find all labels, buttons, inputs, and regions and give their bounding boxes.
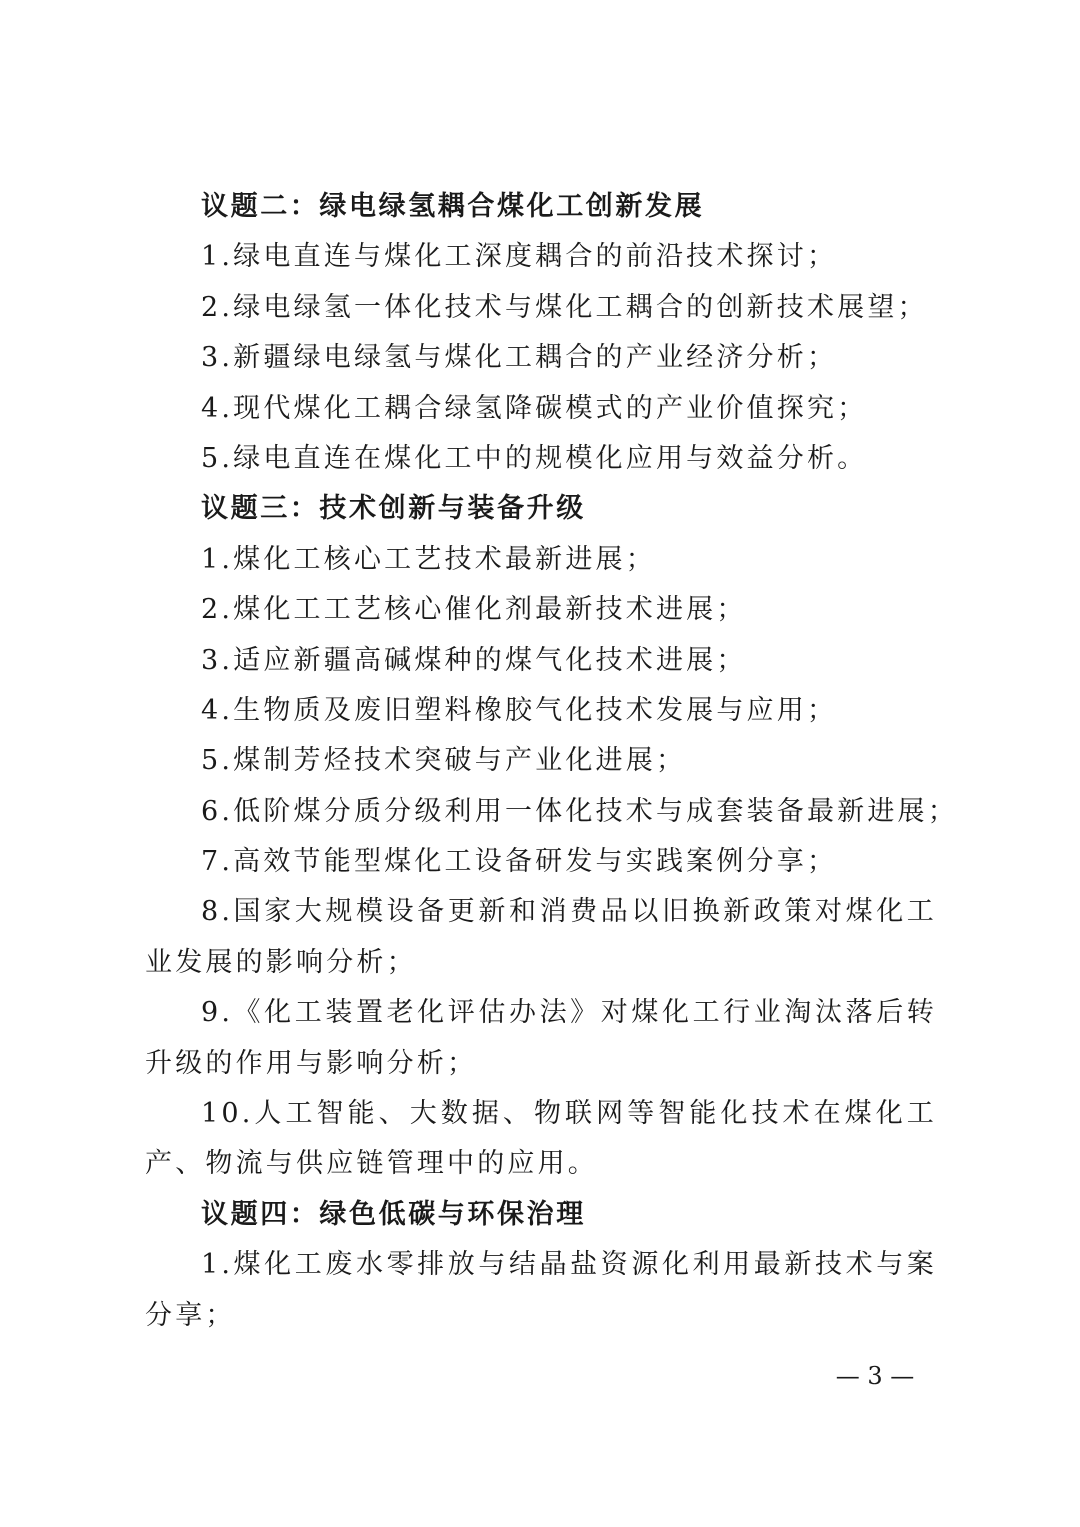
page-number: — 3 —	[835, 1362, 915, 1390]
topic-3-item-9-line-2: 升级的作用与影响分析；	[145, 1047, 478, 1079]
topic-4-heading: 议题四：绿色低碳与环保治理	[201, 1198, 586, 1230]
topic-3-item-1: 1.煤化工核心工艺技术最新进展；	[201, 543, 656, 575]
topic-3-item-10-line-1: 10.人工智能、大数据、物联网等智能化技术在煤化工	[201, 1098, 937, 1130]
topic-3-item-8-line-1: 8.国家大规模设备更新和消费品以旧换新政策对煤化工	[201, 896, 937, 928]
topic-3-item-2: 2.煤化工工艺核心催化剂最新技术进展；	[201, 594, 747, 626]
topic-2-item-4: 4.现代煤化工耦合绿氢降碳模式的产业价值探究；	[201, 392, 868, 424]
topic-4-item-1-line-1: 1.煤化工废水零排放与结晶盐资源化利用最新技术与案	[201, 1249, 937, 1281]
topic-2-item-1: 1.绿电直连与煤化工深度耦合的前沿技术探讨；	[201, 241, 838, 273]
topic-2-item-5: 5.绿电直连在煤化工中的规模化应用与效益分析。	[201, 442, 868, 474]
topic-3-item-4: 4.生物质及废旧塑料橡胶气化技术发展与应用；	[201, 694, 838, 726]
topic-3-item-3: 3.适应新疆高碱煤种的煤气化技术进展；	[201, 644, 747, 676]
topic-2-heading: 议题二：绿电绿氢耦合煤化工创新发展	[201, 191, 705, 222]
topic-2-item-3: 3.新疆绿电绿氢与煤化工耦合的产业经济分析；	[201, 342, 838, 374]
topic-3-item-5: 5.煤制芳烃技术突破与产业化进展；	[201, 745, 687, 777]
topic-3-item-7: 7.高效节能型煤化工设备研发与实践案例分享；	[201, 846, 838, 878]
topic-3-item-10-line-2: 产、物流与供应链管理中的应用。	[145, 1148, 598, 1180]
document-body	[145, 182, 958, 1341]
topic-3-item-6: 6.低阶煤分质分级利用一体化技术与成套装备最新进展；	[201, 795, 958, 827]
topic-4-item-1-line-2: 分享；	[145, 1299, 236, 1331]
topic-3-heading: 议题三：技术创新与装备升级	[201, 493, 586, 525]
topic-3-item-9-line-1: 9.《化工装置老化评估办法》对煤化工行业淘汰落后转	[201, 997, 937, 1029]
topic-2-item-2: 2.绿电绿氢一体化技术与煤化工耦合的创新技术展望；	[201, 291, 928, 323]
topic-3-item-8-line-2: 业发展的影响分析；	[145, 946, 417, 978]
